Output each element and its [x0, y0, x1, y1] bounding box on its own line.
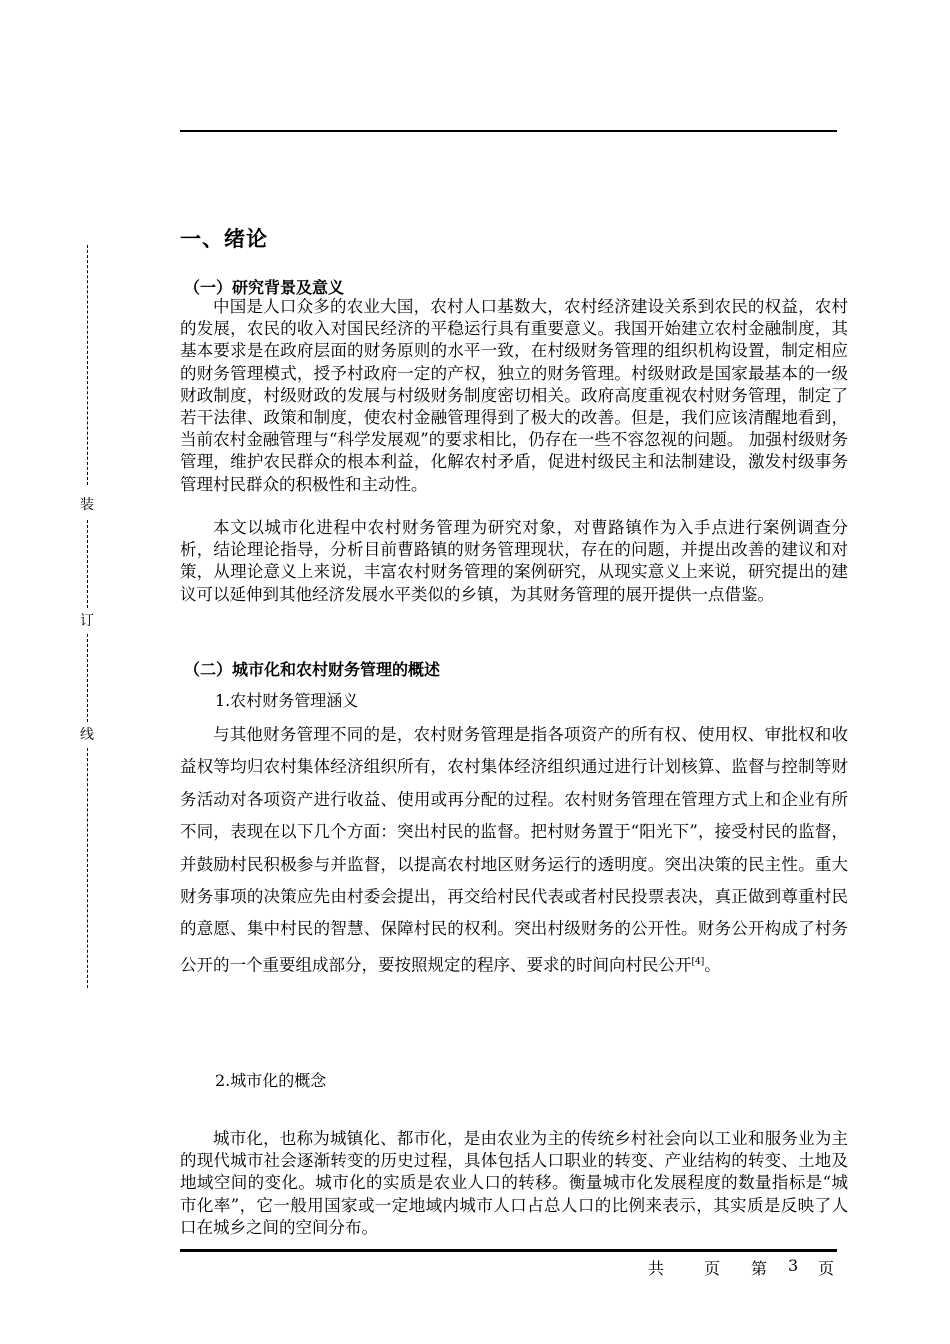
item-title-financial-management: 1.农村财务管理涵义 — [215, 691, 359, 710]
subsection-title-overview: （二）城市化和农村财务管理的概述 — [184, 660, 441, 679]
paragraph-purpose: 本文以城市化进程中农村财务管理为研究对象，对曹路镇作为入手点进行案例调查分析，结论理论指导，分析目前曹路镇的财务管理现状，存在的问题，并提出改善的建议和对策，从理论意义上来说，丰富农村财务管理的案例研究，从现实意义上来说，研究提出的建议可以延伸到其他经济发展水平类似的乡镇，为其财务管理的展开提供一点借鉴。 — [180, 518, 848, 604]
footer-current-suffix: 页 — [818, 1259, 835, 1278]
binding-mark-zhuang: 装 — [79, 494, 95, 514]
binding-mark-xian: 线 — [79, 724, 95, 744]
paragraph-urbanization: 城市化，也称为城镇化、都市化，是由农业为主的传统乡村社会向以工业和服务业为主的现代城市社会逐渐转变的历史过程，具体包括人口职业的转变、产业结构的转变、土地及地域空间的变化。城市化的实质是农业人口的转移。衡量城市化发展程度的数量指标是“城市化率”，它一般用国家或一定地域内城市人口占总人口的比例来表示，其实质是反映了人口在城乡之间的空间分布。 — [180, 1129, 848, 1237]
financial-management-text: 与其他财务管理不同的是，农村财务管理是指各项资产的所有权、使用权、审批权和收益权等均归农村集体经济组织所有，农村集体经济组织通过进行计划核算、监督与控制等财务活动对各项资产进行收益、使用或再分配的过程。农村财务管理在管理方式上和企业有所不同，表现在以下几个方面：突出村民的监督。把村财务置于“阳光下”，接受村民的监督，并鼓励村民积极参与并监督，以提高农村地区财务运行的透明度。突出决策的民主性。重大财务事项的决策应先由村委会提出，再交给村民代表或者村民投票表决，真正做到尊重村民的意愿、集中村民的智慧、保障村民的权利。突出村级财务的公开性。财务公开构成了村务公开的一个重要组成部分，要按照规定的程序、要求的时间向村民公开 — [180, 725, 848, 975]
footer-page-number: 3 — [788, 1256, 799, 1275]
binding-line-upper — [87, 245, 88, 485]
paragraph-financial-management — [180, 719, 848, 982]
section-title: 一、绪论 — [180, 226, 268, 251]
footer-current-prefix: 第 — [751, 1259, 768, 1278]
binding-mark-ding: 订 — [79, 610, 95, 630]
binding-line-middle-2 — [87, 634, 88, 722]
paragraph-background: 中国是人口众多的农业大国，农村人口基数大，农村经济建设关系到农民的权益，农村的发展，农民的收入对国民经济的平稳运行具有重要意义。我国开始建立农村金融制度，其基本要求是在政府层面的财务原则的水平一致，在村级财务管理的组织机构设置，制定相应的财务管理模式，授予村政府一定的产权，独立的财务管理。村级财政是国家最基本的一级财政制度，村级财政的发展与村级财务制度密切相关。政府高度重视农村财务管理，制定了若干法律、政策和制度，使农村金融管理得到了极大的改善。但是，我们应该清醒地看到，当前农村金融管理与“科学发展观”的要求相比，仍存在一些不容忽视的问题。 加强村级财务管理，维护农民群众的根本利益，化解农村矛盾，促进村级民主和法制建设，激发村级事务管理村民群众的积极性和主动性。 — [180, 297, 848, 494]
subsection-title-background: （一）研究背景及意义 — [184, 278, 345, 297]
footer-total-label: 共 — [648, 1259, 665, 1278]
binding-line-lower — [87, 748, 88, 988]
item-title-urbanization: 2.城市化的概念 — [215, 1071, 327, 1090]
financial-management-end: 。 — [704, 955, 721, 975]
header-rule — [180, 130, 837, 132]
binding-line-middle — [87, 520, 88, 608]
footer-rule — [180, 1249, 837, 1252]
citation-ref[interactable]: [4] — [691, 956, 705, 967]
footer-page-label: 页 — [704, 1259, 721, 1278]
